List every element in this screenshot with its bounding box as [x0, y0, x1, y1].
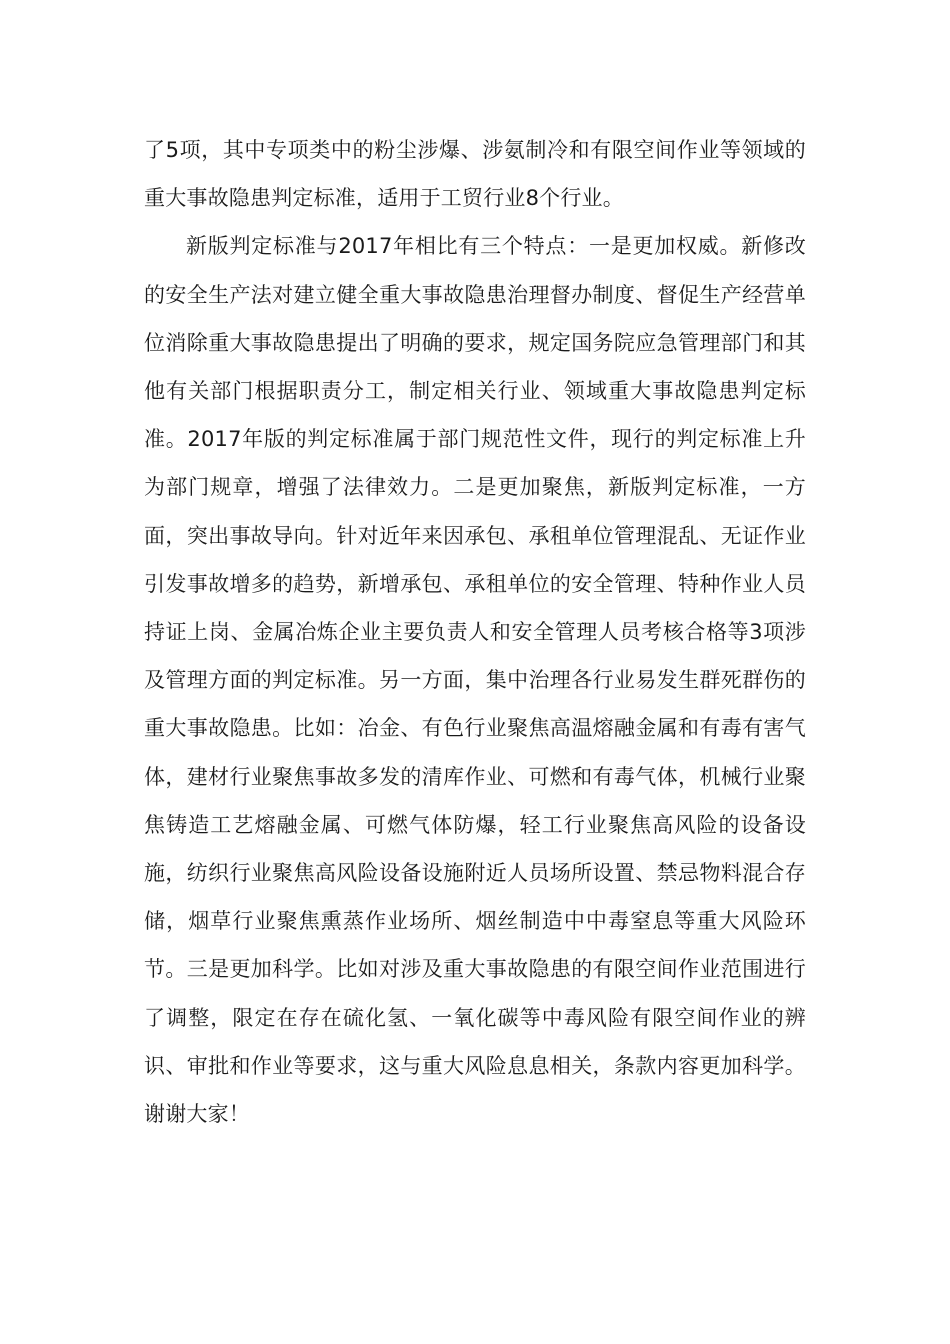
- paragraph-continuation: 了5项，其中专项类中的粉尘涉爆、涉氨制冷和有限空间作业等领域的重大事故隐患判定标准，适用于工贸行业8个行业。: [144, 138, 806, 211]
- paragraph-features: 新版判定标准与2017年相比有三个特点：一是更加权威。新修改的安全生产法对建立健全重大事故隐患治理督办制度、督促生产经营单位消除重大事故隐患提出了明确的要求，规定国务院应急管理部门和其他有关部门根据职责分工，制定相关行业、领域重大事故隐患判定标准。2017年版的判定标准属于部门规范性文件，现行的判定标准上升为部门规章，增强了法律效力。二是更加聚焦，新版判定标准，一方面，突出事故导向。针对近年来因承包、承租单位管理混乱、无证作业引发事故增多的趋势，新增承包、承租单位的安全管理、特种作业人员持证上岗、金属冶炼企业主要负责人和安全管理人员考核合格等3项涉及管理方面的判定标准。另一方面，集中治理各行业易发生群死群伤的重大事故隐患。比如：冶金、有色行业聚焦高温熔融金属和有毒有害气体，建材行业聚焦事故多发的清库作业、可燃和有毒气体，机械行业聚焦铸造工艺熔融金属、可燃气体防爆，轻工行业聚焦高风险的设备设施，纺织行业聚焦高风险设备设施附近人员场所设置、禁忌物料混合存储，烟草行业聚焦熏蒸作业场所、烟丝制造中中毒窒息等重大风险环节。三是更加科学。比如对涉及重大事故隐患的有限空间作业范围进行了调整，限定在存在硫化氢、一氧化碳等中毒风险有限空间作业的辨识、审批和作业等要求，这与重大风险息息相关，条款内容更加科学。谢谢大家！: [144, 234, 806, 1127]
- document-body: [144, 126, 806, 1138]
